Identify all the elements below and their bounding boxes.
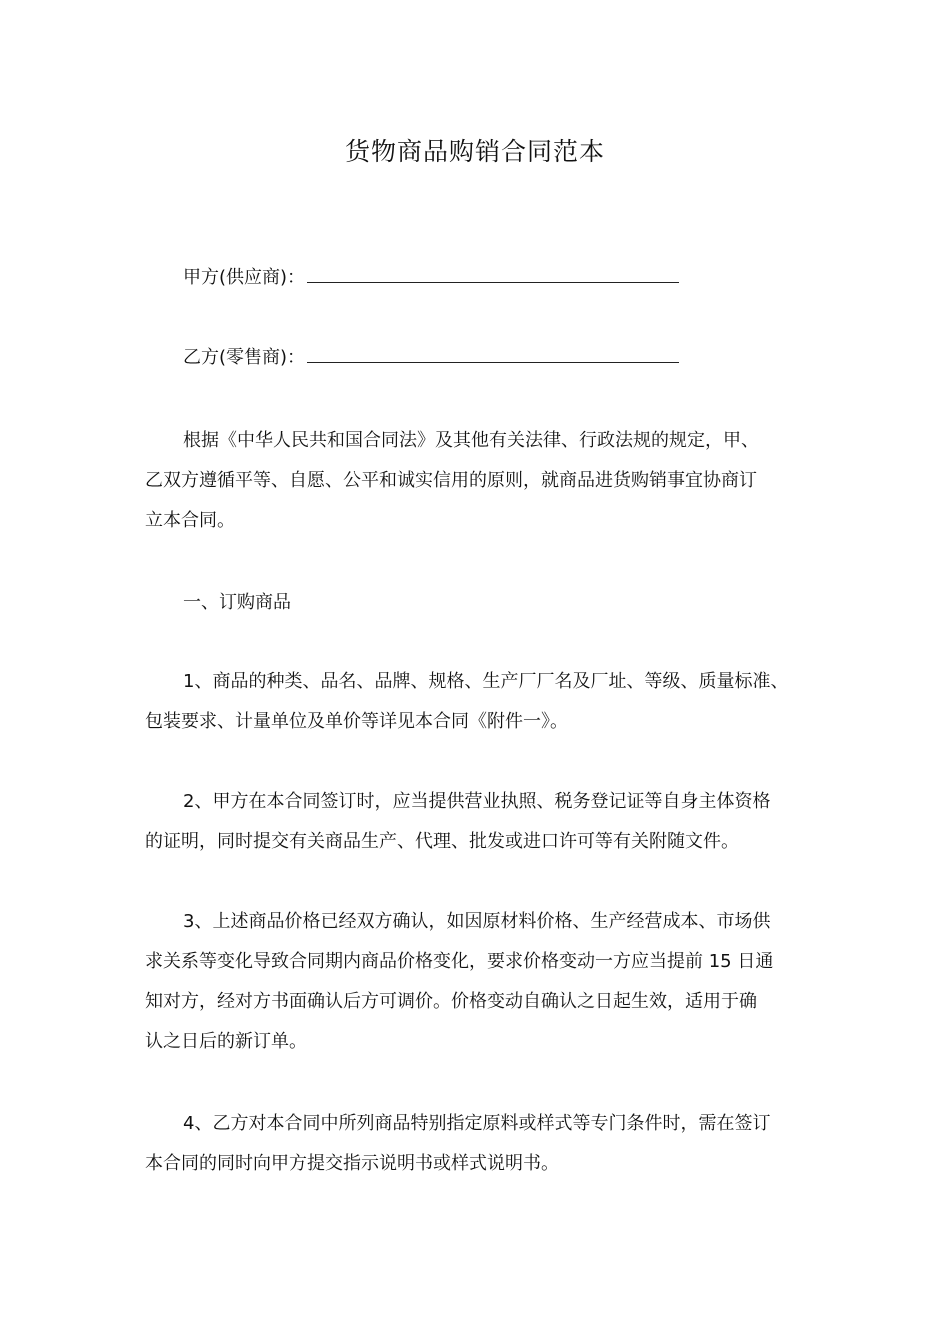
clause3-line-2: 求关系等变化导致合同期内商品价格变化，要求价格变动一方应当提前 15 日通 (145, 951, 774, 972)
preamble-line-3: 立本合同。 (145, 510, 235, 531)
party-a-line (183, 258, 863, 298)
clause2-line-1: 2、甲方在本合同签订时，应当提供营业执照、税务登记证等自身主体资格 (183, 791, 771, 812)
clause4-line-2: 本合同的同时向甲方提交指示说明书或样式说明书。 (145, 1153, 559, 1174)
clause3-line-3: 知对方，经对方书面确认后方可调价。价格变动自确认之日起生效，适用于确 (145, 991, 757, 1012)
party-a-label: 甲方(供应商)： (183, 267, 306, 288)
party-b-blank[interactable] (307, 338, 679, 363)
document-title: 货物商品购销合同范本 (344, 137, 605, 166)
clause3-line-4: 认之日后的新订单。 (145, 1031, 307, 1052)
preamble-line-2: 乙双方遵循平等、自愿、公平和诚实信用的原则，就商品进货购销事宜协商订 (145, 470, 757, 491)
party-b-label: 乙方(零售商)： (183, 347, 306, 368)
clause1-line-2: 包装要求、计量单位及单价等详见本合同《附件一》。 (145, 711, 568, 732)
clause2-line-2: 的证明，同时提交有关商品生产、代理、批发或进口许可等有关附随文件。 (145, 831, 739, 852)
preamble-line-1: 根据《中华人民共和国合同法》及其他有关法律、行政法规的规定，甲、 (183, 430, 759, 451)
clause1-line-1: 1、商品的种类、品名、品牌、规格、生产厂厂名及厂址、等级、质量标准、 (183, 671, 789, 692)
section1-heading: 一、订购商品 (183, 592, 291, 613)
party-b-line (183, 338, 863, 378)
party-a-blank[interactable] (307, 258, 679, 283)
clause4-line-1: 4、乙方对本合同中所列商品特别指定原料或样式等专门条件时，需在签订 (183, 1113, 771, 1134)
clause3-line-1: 3、上述商品价格已经双方确认，如因原材料价格、生产经营成本、市场供 (183, 911, 771, 932)
